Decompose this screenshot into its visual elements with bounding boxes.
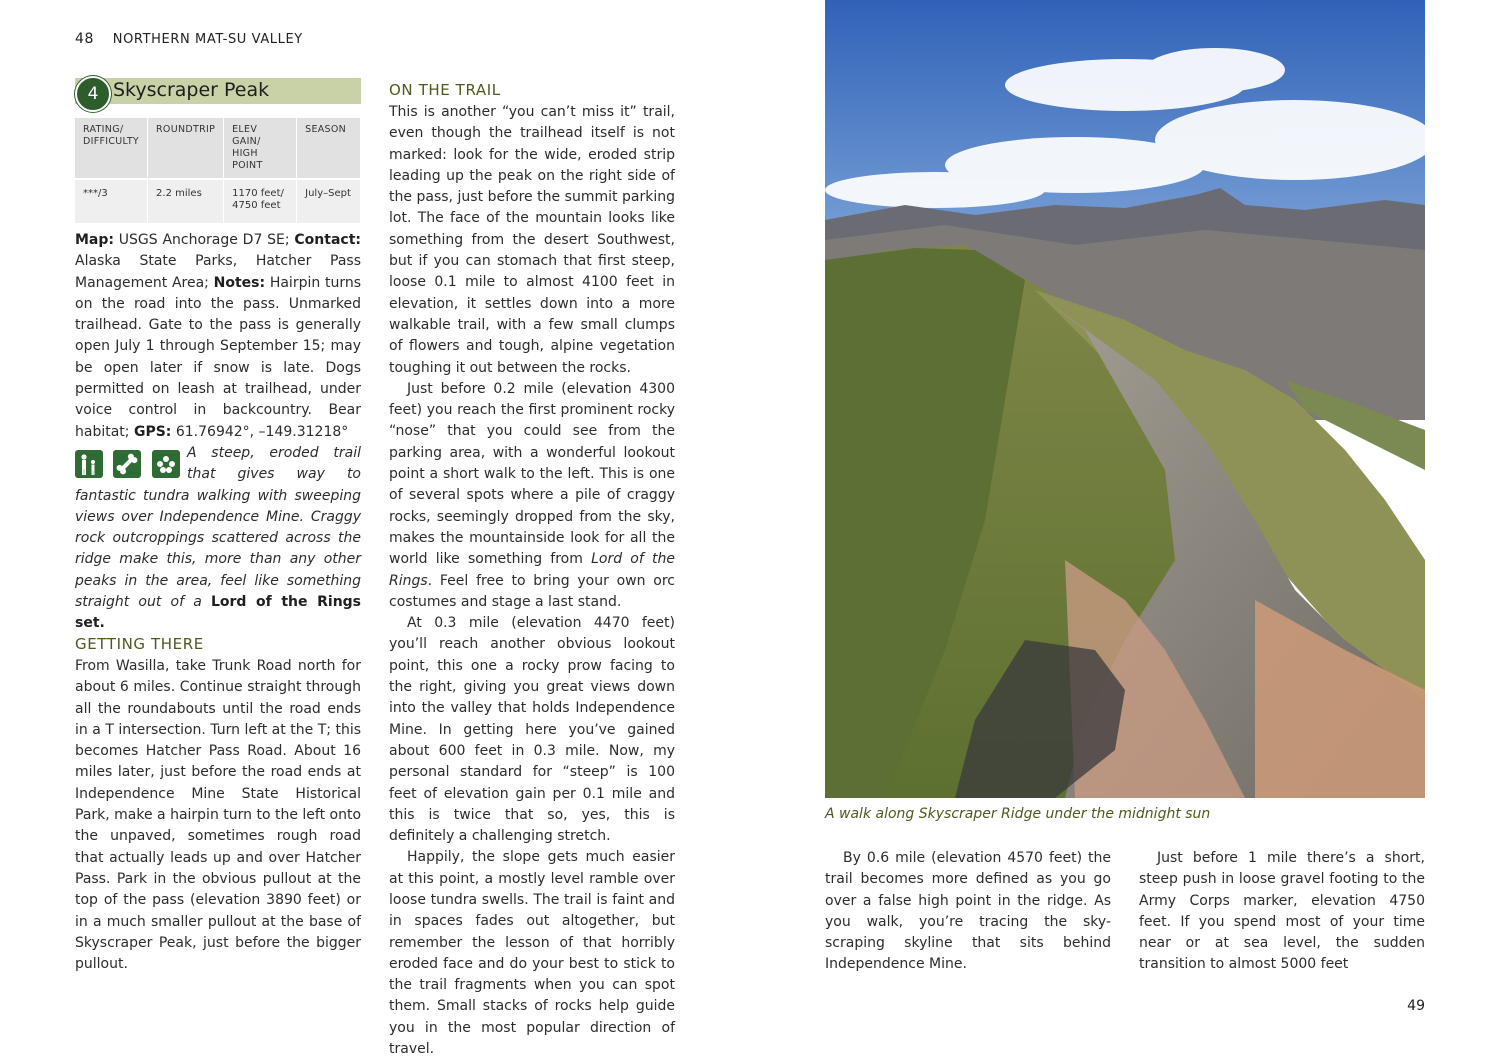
on-the-trail-heading: ON THE TRAIL xyxy=(389,81,501,99)
getting-there-heading: GETTING THERE xyxy=(75,635,204,653)
hike-stats-table xyxy=(75,118,361,223)
icon-float-spacer xyxy=(75,443,187,483)
gps-text: 61.76942°, –149.31218° xyxy=(175,423,349,440)
ridge-photo xyxy=(825,0,1425,798)
notes-label: Notes: xyxy=(213,274,266,291)
stats-value-row xyxy=(75,179,361,223)
map-text: USGS Anchorage D7 SE; xyxy=(118,232,290,248)
contact-text: Alaska State Parks, Hatcher Pass Management Area; xyxy=(75,253,361,291)
gps-label: GPS: xyxy=(133,423,172,440)
contact-label: Contact: xyxy=(294,232,361,248)
trail-paragraph-3: At 0.3 mile (elevation 4470 feet) you’ll reach another obvious lookout point, this one a rocky prow facing to the right, giving you great views down into the valley that holds Independence Mine. In getting here you’ve gained about 600 feet in 0.3 mile. Now, my personal standard for “steep” is 100 feet of elevation gain per 0.1 mile and this is twice that so, yes, this is definitely a challenging stretch. xyxy=(389,615,675,845)
stats-header-elevation: ELEV GAIN/ HIGH POINT xyxy=(224,118,297,179)
stats-header-roundtrip: ROUNDTRIP xyxy=(148,118,224,179)
trail-paragraph-2-text: Just before 0.2 mile (elevation 4300 feet) you reach the first prominent rocky “nose” that you could see from the parking area, with a wonderful lookout point a short walk to the left. This is one of several spots where a pile of craggy rocks, seemingly dropped from the sky, makes the mountainside look for all the world like something from xyxy=(389,380,675,568)
photo-caption: A walk along Skyscraper Ridge under the midnight sun xyxy=(825,806,1211,822)
trail-paragraph-4: Happily, the slope gets much easier at this point, a mostly level ramble over loose tundra swells. The trail is faint and in spaces fades out altogether, but remember the lesson of that horribly eroded face and do your best to stick to the trail fragments when you can spot them. Small stacks of rocks help guide you in the most popular direction of travel. xyxy=(389,849,675,1058)
hike-intro xyxy=(75,443,361,635)
map-label: Map: xyxy=(75,232,114,248)
on-the-trail-text xyxy=(389,102,675,1060)
right-col-1 xyxy=(825,848,1111,976)
stats-header-rating: RATING/ DIFFICULTY xyxy=(75,118,148,179)
getting-there-paragraph: From Wasilla, take Trunk Road north for about 6 miles. Continue straight through all the roundabouts until the road ends in a T intersection. Turn left at the T; this becomes Hatcher Pass Road. About 16 miles later, just before the road ends at Independence Mine State Historical Park, make a hairpin turn to the left onto the unpaved, sometimes rough road that actually leads up and over Hatcher Pass. Park in the obvious pullout at the top of the pass (elevation 3890 feet) or in a much smaller pullout at the base of Skyscraper Peak, just before the bigger pullout. xyxy=(75,658,362,973)
right-paragraph-1: By 0.6 mile (elevation 4570 feet) the trail becomes more defined as you go over a false high point in the ridge. As you walk, you’re tracing the sky-scraping skyline that sits behind Independence Mine. xyxy=(825,850,1111,973)
running-head xyxy=(75,31,303,47)
hike-number-badge: 4 xyxy=(75,76,111,112)
intro-bold-text: Lord of the Rings set. xyxy=(75,594,362,632)
intro-text: A steep, eroded trail that gives way to fantastic tundra walking with sweeping views over Independence Mine. Craggy rock outcroppings scattered across the ridge make this, more than any other peaks in the area, feel like something straight out of a xyxy=(75,445,361,611)
right-col-2 xyxy=(1139,848,1425,976)
trail-paragraph-2-end: . Feel free to bring your own orc costumes and stage a last stand. xyxy=(389,572,675,610)
lotr-italic: Lord of the Rings xyxy=(389,551,675,589)
stats-season: July–Sept xyxy=(297,179,361,223)
stats-roundtrip: 2.2 miles xyxy=(148,179,224,223)
stats-header-season: SEASON xyxy=(297,118,361,179)
trail-paragraph-1: This is another “you can’t miss it” trail, even though the trailhead itself is not marked: look for the wide, eroded strip leading up the peak on the right side of the pass, just before the summit parking lot. The face of the mountain looks like something from the desert Southwest, but if you can stomach that first steep, loose 0.1 mile to almost 4100 feet in elevation, it settles down into a more walkable trail, with a few small clumps of flowers and tough, alpine vegetation toughing it out between the rocks. xyxy=(389,104,675,376)
page-number-left: 48 xyxy=(75,31,95,47)
page-number-right: 49 xyxy=(1407,998,1425,1014)
trail-paragraph-2 xyxy=(389,379,675,613)
stats-header-row xyxy=(75,118,361,179)
right-paragraph-2: Just before 1 mile there’s a short, steep push in loose gravel footing to the Army Corps marker, elevation 4750 feet. If you spend most of your time near or at sea level, the sudden transition to almost 5000 feet xyxy=(1139,850,1425,973)
info-block xyxy=(75,230,361,443)
notes-text: Hairpin turns on the road into the pass. Unmarked trailhead. Gate to the pass is generally open July 1 through September 15; may be open later if snow is late. Dogs permitted on leash at trailhead, under voice control in backcountry. Bear habitat; xyxy=(75,274,361,440)
getting-there-text xyxy=(75,656,361,975)
ridge-photo-svg xyxy=(825,0,1425,798)
hike-title: Skyscraper Peak xyxy=(113,79,270,101)
running-title: NORTHERN MAT-SU VALLEY xyxy=(112,32,303,47)
stats-elevation: 1170 feet/ 4750 feet xyxy=(224,179,297,223)
stats-rating: ***/3 xyxy=(75,179,148,223)
